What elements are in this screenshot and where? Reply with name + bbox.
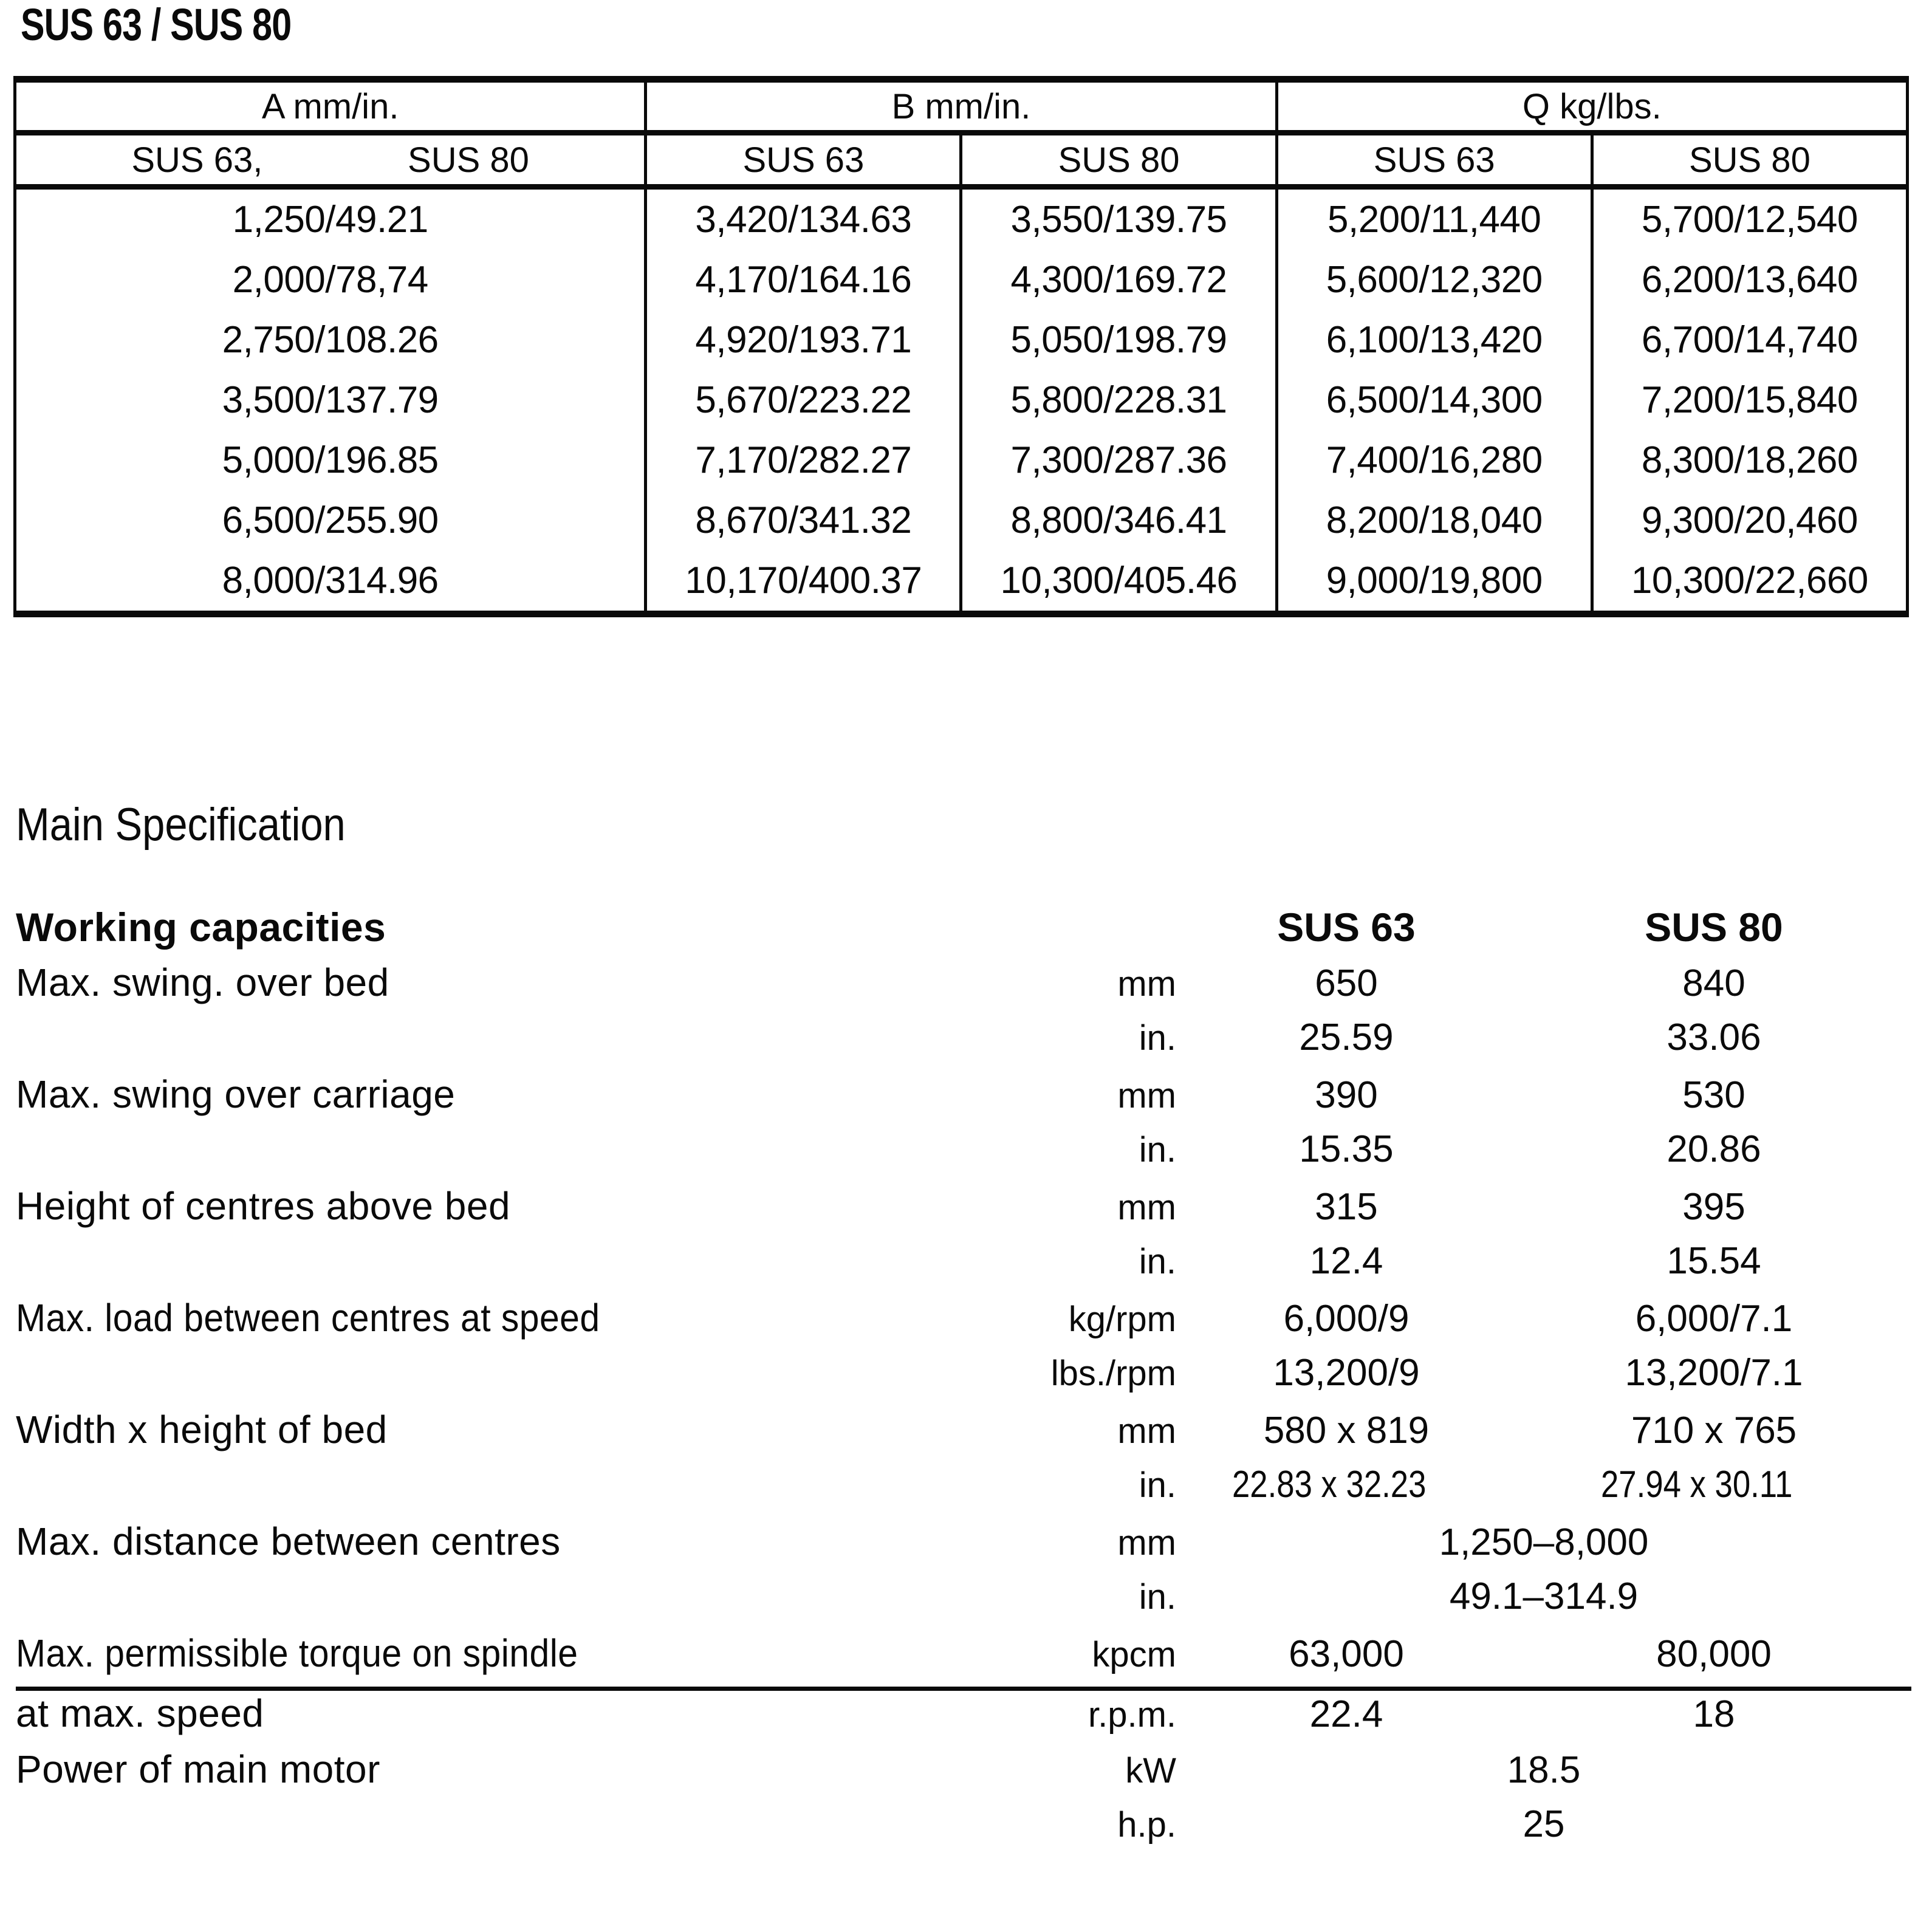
cell-a: 3,500/137.79 — [15, 370, 646, 430]
working-capacities-label: Working capacities — [16, 905, 386, 950]
dimension-table-subheader-row — [15, 133, 1908, 187]
spec-label: Power of main motor — [16, 1747, 380, 1791]
cell-b-80: 10,300/405.46 — [961, 550, 1276, 614]
cell-b-80: 5,800/228.31 — [961, 370, 1276, 430]
spec-value-sus63: 12.4 — [1309, 1240, 1383, 1282]
spec-row-torque — [16, 1631, 1911, 1689]
subheader-b-sus80: SUS 80 — [961, 133, 1276, 187]
dimension-table — [13, 76, 1909, 617]
subheader-a-sus63: SUS 63, — [131, 140, 263, 180]
spec-label — [16, 1295, 982, 1351]
group-header-q: Q kg/lbs. — [1276, 80, 1907, 133]
cell-q-80: 6,200/13,640 — [1592, 250, 1907, 310]
spec-value-sus80: 15.54 — [1667, 1240, 1761, 1282]
spec-row — [16, 1184, 1911, 1239]
cell-q-80: 7,200/15,840 — [1592, 370, 1907, 430]
column-header-sus80: SUS 80 — [1645, 905, 1783, 950]
spec-value-sus80: 6,000/7.1 — [1635, 1298, 1793, 1340]
specification-table — [16, 904, 1911, 1859]
subheader-a-sus80: SUS 80 — [408, 140, 529, 180]
spec-row — [16, 1072, 1911, 1128]
dimension-table-container — [13, 76, 1909, 617]
cell-a: 6,500/255.90 — [15, 490, 646, 550]
spec-unit: in. — [1139, 1018, 1176, 1058]
spec-value-shared: 25 — [1523, 1803, 1565, 1845]
cell-q-80: 10,300/22,660 — [1592, 550, 1907, 614]
spec-label — [16, 1016, 982, 1072]
cell-b-80: 8,800/346.41 — [961, 490, 1276, 550]
cell-b-80: 4,300/169.72 — [961, 250, 1276, 310]
spec-label — [16, 1351, 982, 1407]
spec-unit: lbs./rpm — [1050, 1354, 1176, 1393]
spec-unit: kW — [1125, 1751, 1176, 1790]
spec-value-text: 22.83 x 32.23 — [1232, 1464, 1427, 1506]
cell-a: 2,000/78,74 — [15, 250, 646, 310]
spec-value-sus63: 15.35 — [1299, 1128, 1394, 1170]
spec-value-sus80: 710 x 765 — [1631, 1410, 1797, 1451]
specification-table-container — [16, 904, 1911, 1859]
spec-value-sus80: 530 — [1682, 1074, 1745, 1116]
cell-q-63: 6,100/13,420 — [1276, 310, 1592, 370]
column-header-sus63: SUS 63 — [1277, 905, 1416, 950]
spec-unit: in. — [1139, 1242, 1176, 1281]
page-title: SUS 63 / SUS 80 — [21, 0, 292, 50]
spec-value-text: 27.94 x 30.11 — [1601, 1464, 1793, 1506]
spec-unit: kg/rpm — [1068, 1300, 1176, 1339]
spec-label — [16, 1575, 982, 1631]
cell-b-80: 7,300/287.36 — [961, 430, 1276, 490]
spec-value-shared: 1,250–8,000 — [1439, 1521, 1649, 1563]
spec-label: Max. swing. over bed — [16, 961, 389, 1004]
spec-label — [16, 1239, 982, 1295]
group-header-a: A mm/in. — [15, 80, 646, 133]
cell-q-63: 9,000/19,800 — [1276, 550, 1592, 614]
spec-row-spanning — [16, 1575, 1911, 1631]
spec-row — [16, 1016, 1911, 1072]
cell-b-80: 3,550/139.75 — [961, 187, 1276, 250]
spec-unit: mm — [1117, 964, 1176, 1004]
spec-row — [16, 1295, 1911, 1351]
spec-value-sus63: 22.4 — [1309, 1693, 1383, 1735]
spec-row-spanning — [16, 1519, 1911, 1575]
spec-unit: in. — [1139, 1130, 1176, 1170]
spec-row-motor — [16, 1747, 1911, 1803]
cell-q-63: 7,400/16,280 — [1276, 430, 1592, 490]
spec-value-sus80: 395 — [1682, 1186, 1745, 1228]
spec-value-sus63: 63,000 — [1289, 1633, 1404, 1675]
spec-label-text: Max. permissible torque on spindle — [16, 1631, 578, 1675]
spec-value-sus80: 80,000 — [1656, 1633, 1772, 1675]
group-header-b: B mm/in. — [646, 80, 1276, 133]
spec-row — [16, 1128, 1911, 1184]
spec-unit: kpcm — [1092, 1635, 1176, 1674]
spec-unit: h.p. — [1117, 1805, 1176, 1845]
spec-label: at max. speed — [16, 1691, 264, 1735]
spec-row — [16, 1407, 1911, 1463]
cell-a: 1,250/49.21 — [15, 187, 646, 250]
spec-value-sus63 — [1176, 1463, 1516, 1519]
spec-value-sus63: 13,200/9 — [1273, 1352, 1420, 1394]
spec-unit: r.p.m. — [1088, 1695, 1176, 1735]
cell-q-63: 8,200/18,040 — [1276, 490, 1592, 550]
cell-q-63: 6,500/14,300 — [1276, 370, 1592, 430]
subheader-a-pair — [15, 133, 646, 187]
table-row — [15, 310, 1908, 370]
main-specification-heading: Main Specification — [16, 799, 346, 851]
cell-b-80: 5,050/198.79 — [961, 310, 1276, 370]
unit-header — [982, 904, 1176, 960]
cell-b-63: 8,670/341.32 — [646, 490, 961, 550]
cell-a: 2,750/108.26 — [15, 310, 646, 370]
spec-row-speed — [16, 1691, 1911, 1747]
spec-label — [16, 1803, 982, 1859]
spec-value-shared: 18.5 — [1507, 1749, 1581, 1791]
table-row — [15, 490, 1908, 550]
cell-b-63: 4,920/193.71 — [646, 310, 961, 370]
spec-value-sus63: 25.59 — [1299, 1016, 1394, 1058]
spec-value-sus63: 6,000/9 — [1283, 1298, 1410, 1340]
spec-row — [16, 1239, 1911, 1295]
cell-b-63: 3,420/134.63 — [646, 187, 961, 250]
spec-label — [16, 1631, 982, 1689]
spec-value-sus80: 18 — [1693, 1693, 1735, 1735]
spec-value-sus63: 315 — [1315, 1186, 1378, 1228]
table-row — [15, 187, 1908, 250]
spec-unit: in. — [1139, 1465, 1176, 1505]
cell-q-63: 5,200/11,440 — [1276, 187, 1592, 250]
table-row — [15, 370, 1908, 430]
cell-q-80: 9,300/20,460 — [1592, 490, 1907, 550]
spec-label: Max. distance between centres — [16, 1520, 561, 1563]
spec-value-sus80: 840 — [1682, 962, 1745, 1004]
spec-row-motor — [16, 1803, 1911, 1859]
spec-row — [16, 1463, 1911, 1519]
spec-value-sus63: 390 — [1315, 1074, 1378, 1116]
dimension-table-group-header-row — [15, 80, 1908, 133]
spec-label: Max. swing over carriage — [16, 1072, 456, 1116]
spec-header-row — [16, 904, 1911, 960]
spec-unit: in. — [1139, 1577, 1176, 1617]
spec-value-sus80: 20.86 — [1667, 1128, 1761, 1170]
spec-value-sus80: 13,200/7.1 — [1625, 1352, 1803, 1394]
cell-q-80: 8,300/18,260 — [1592, 430, 1907, 490]
cell-b-63: 10,170/400.37 — [646, 550, 961, 614]
spec-label — [16, 1128, 982, 1184]
spec-value-sus63: 650 — [1315, 962, 1378, 1004]
cell-q-80: 6,700/14,740 — [1592, 310, 1907, 370]
cell-a: 8,000/314.96 — [15, 550, 646, 614]
spec-label: Height of centres above bed — [16, 1184, 511, 1228]
subheader-b-sus63: SUS 63 — [646, 133, 961, 187]
spec-unit: mm — [1117, 1411, 1176, 1451]
spec-label-text: Max. load between centres at speed — [16, 1296, 600, 1340]
table-row — [15, 430, 1908, 490]
spec-value-sus80 — [1516, 1463, 1911, 1519]
cell-q-80: 5,700/12,540 — [1592, 187, 1907, 250]
spec-unit: mm — [1117, 1188, 1176, 1227]
spec-unit: mm — [1117, 1523, 1176, 1563]
spec-value-shared: 49.1–314.9 — [1449, 1575, 1639, 1617]
spec-unit: mm — [1117, 1076, 1176, 1115]
cell-a: 5,000/196.85 — [15, 430, 646, 490]
spec-label — [16, 1463, 982, 1519]
spec-label: Width x height of bed — [16, 1408, 388, 1451]
cell-q-63: 5,600/12,320 — [1276, 250, 1592, 310]
spec-row — [16, 1351, 1911, 1407]
cell-b-63: 4,170/164.16 — [646, 250, 961, 310]
cell-b-63: 5,670/223.22 — [646, 370, 961, 430]
subheader-q-sus63: SUS 63 — [1276, 133, 1592, 187]
table-row — [15, 250, 1908, 310]
table-row — [15, 550, 1908, 614]
subheader-q-sus80: SUS 80 — [1592, 133, 1907, 187]
cell-b-63: 7,170/282.27 — [646, 430, 961, 490]
spec-value-sus80: 33.06 — [1667, 1016, 1761, 1058]
spec-value-sus63: 580 x 819 — [1263, 1410, 1430, 1451]
spec-row — [16, 960, 1911, 1016]
